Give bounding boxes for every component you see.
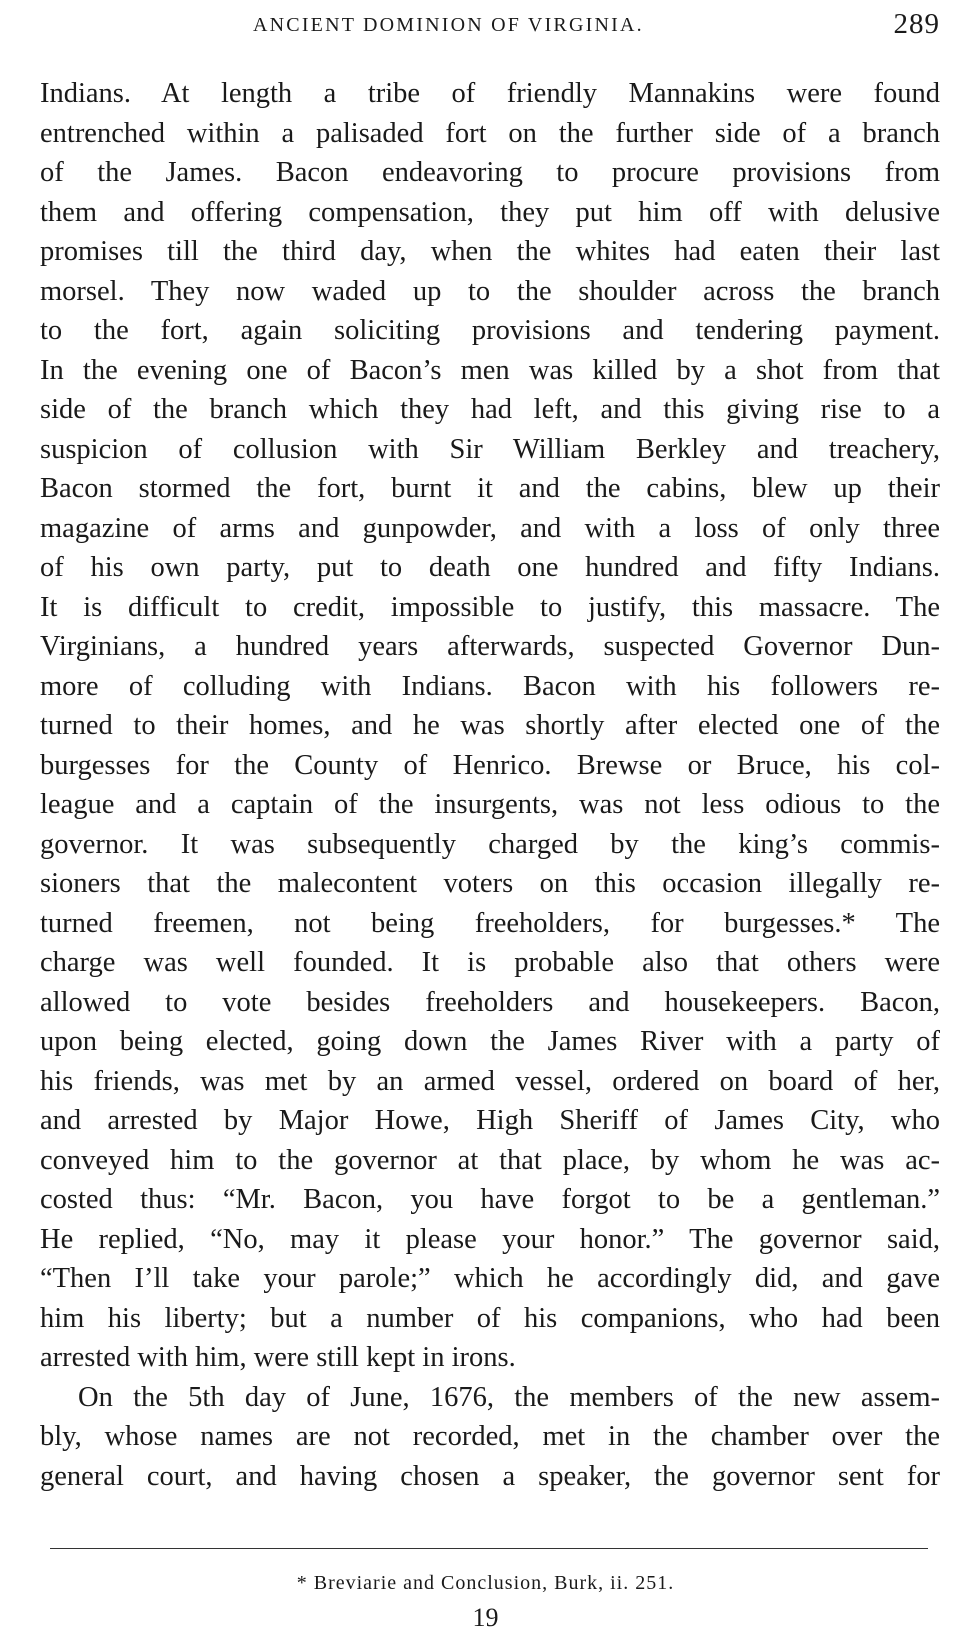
text-line: sioners that the malecontent voters on this occasion illegally re- [40, 868, 940, 899]
text-line: Virginians, a hundred years afterwards, suspected Governor Dun- [40, 631, 940, 662]
footnote-rule [50, 1548, 928, 1549]
text-line: He replied, “No, may it please your honor.” The governor said, [40, 1223, 940, 1255]
running-title: ANCIENT DOMINION OF VIRGINIA. [253, 14, 644, 36]
text-line: upon being elected, going down the James River with a party of [40, 1026, 940, 1057]
text-line: of his own party, put to death one hundred and fifty Indians. [40, 552, 940, 583]
text-line: costed thus: “Mr. Bacon, you have forgot to be a gentleman.” [40, 1184, 940, 1215]
text-line: side of the branch which they had left, and this giving rise to a [40, 394, 940, 425]
signature-mark: 19 [472, 1605, 499, 1627]
text-line: governor. It was subsequently charged by the king’s commis- [40, 828, 940, 860]
text-line: promises till the third day, when the whites had eaten their last [40, 236, 940, 267]
text-line: suspicion of collusion with Sir William Berkley and treachery, [40, 433, 940, 465]
paragraph-2 [40, 1378, 940, 1497]
text-line: and arrested by Major Howe, High Sheriff of James City, who [40, 1105, 940, 1136]
text-line: general court, and having chosen a speaker, the governor sent for [40, 1460, 940, 1492]
text-line: entrenched within a palisaded fort on the further side of a branch [40, 117, 940, 149]
text-line: On the 5th day of June, 1676, the members of the new assem- [78, 1381, 940, 1413]
footnote: * Breviarie and Conclusion, Burk, ii. 251. [296, 1572, 675, 1594]
text-line: burgesses for the County of Henrico. Brewse or Bruce, his col- [40, 749, 940, 781]
body-text [40, 74, 940, 1496]
text-line: more of colluding with Indians. Bacon with his followers re- [40, 670, 940, 702]
text-line: arrested with him, were still kept in irons. [40, 1342, 516, 1373]
running-head [40, 6, 940, 46]
text-line: of the James. Bacon endeavoring to procure provisions from [40, 157, 940, 188]
text-line: turned freemen, not being freeholders, for burgesses.* The [40, 907, 940, 939]
text-line: to the fort, again soliciting provisions and tendering payment. [40, 315, 940, 346]
text-line: his friends, was met by an armed vessel, ordered on board of her, [40, 1065, 940, 1097]
text-line: league and a captain of the insurgents, was not less odious to the [40, 789, 940, 820]
text-line: charge was well founded. It is probable also that others were [40, 947, 940, 978]
paragraph-1 [40, 74, 940, 1378]
text-line: allowed to vote besides freeholders and housekeepers. Bacon, [40, 986, 940, 1018]
text-line: bly, whose names are not recorded, met in the chamber over the [40, 1421, 940, 1452]
text-line: “Then I’ll take your parole;” which he accordingly did, and gave [40, 1263, 940, 1294]
text-line: Indians. At length a tribe of friendly Mannakins were found [40, 78, 940, 109]
text-line: morsel. They now waded up to the shoulder across the branch [40, 275, 940, 307]
text-line: Bacon stormed the fort, burnt it and the cabins, blew up their [40, 473, 940, 504]
text-line: magazine of arms and gunpowder, and with a loss of only three [40, 512, 940, 544]
text-line: conveyed him to the governor at that place, by whom he was ac- [40, 1144, 940, 1176]
text-line: them and offering compensation, they put him off with delusive [40, 196, 940, 228]
text-line: In the evening one of Bacon’s men was killed by a shot from that [40, 354, 940, 386]
text-line: turned to their homes, and he was shortly after elected one of the [40, 710, 940, 741]
text-line: It is difficult to credit, impossible to justify, this massacre. The [40, 591, 940, 623]
text-line: him his liberty; but a number of his companions, who had been [40, 1302, 940, 1334]
page-number: 289 [893, 8, 940, 40]
